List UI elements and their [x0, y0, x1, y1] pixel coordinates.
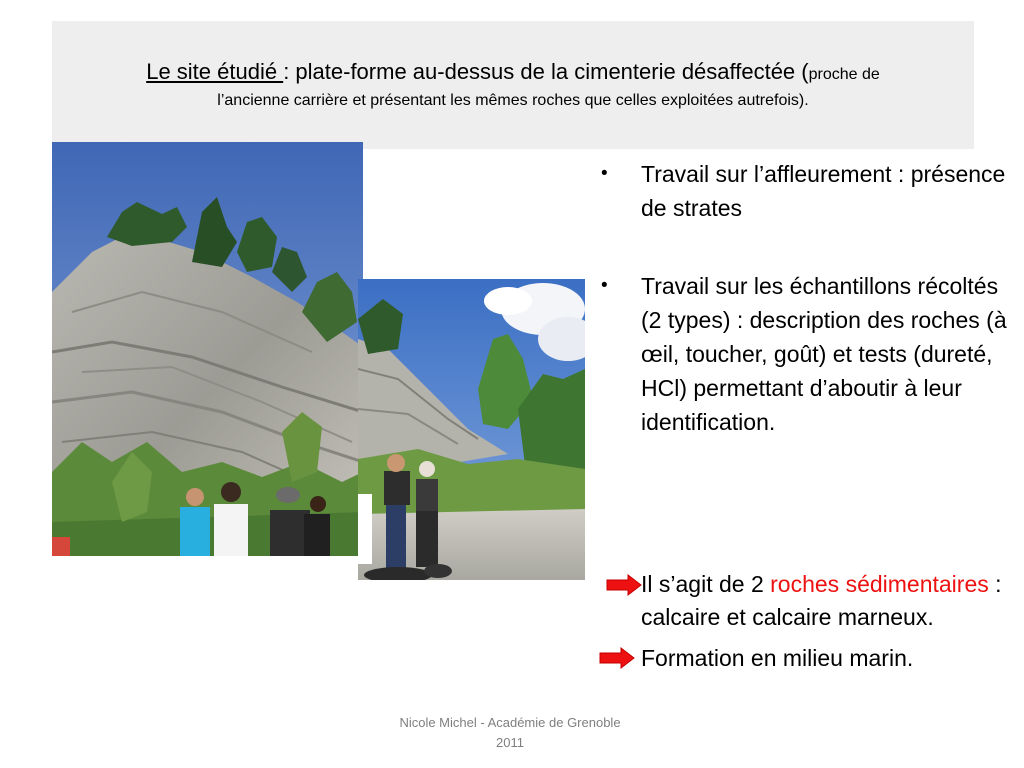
conclusion-formation-text: Formation en milieu marin. — [641, 645, 914, 671]
right-arrow-icon — [599, 647, 635, 669]
bullet-marker: • — [601, 163, 608, 184]
bullet-text: Travail sur les échantillons récoltés (2 types) : description des roches (à œil, toucher, goût) et tests (dureté, HCl) permettant d’aboutir à leur identification. — [641, 273, 1007, 435]
slide-title — [52, 21, 974, 149]
students-at-outcrop-photo — [358, 279, 585, 580]
title-line-2: l’ancienne carrière et présentant les mêmes roches que celles exploitées autrefois). — [217, 92, 809, 109]
footer-author: Nicole Michel - Académie de Grenoble — [399, 715, 621, 730]
title-underlined-label: Le site étudié — [146, 59, 284, 84]
conclusion-line-rock-type — [598, 568, 1018, 634]
conclusion-text-after: : calcaire et calcaire marneux. — [641, 571, 1002, 630]
conclusion-highlight: roches sédimentaires — [770, 571, 989, 597]
bullet-list — [598, 157, 1018, 483]
title-main-text: : plate-forme au-dessus de la cimenterie désaffectée ( — [283, 59, 809, 84]
conclusion-line-formation — [598, 642, 1018, 675]
title-small-text: proche de — [808, 66, 880, 83]
title-line-1 — [146, 58, 880, 89]
slide-footer — [360, 713, 660, 753]
conclusion-block — [598, 568, 1018, 675]
footer-year: 2011 — [496, 735, 524, 750]
bullet-marker: • — [601, 275, 608, 296]
quarry-cliff-photo — [52, 142, 363, 556]
bullet-item — [598, 157, 1018, 225]
bullet-item — [598, 269, 1018, 439]
bullet-text: Travail sur l’affleurement : présence de strates — [641, 161, 1006, 221]
conclusion-text-before: Il s’agit de 2 — [641, 571, 771, 597]
right-arrow-icon — [606, 574, 642, 596]
